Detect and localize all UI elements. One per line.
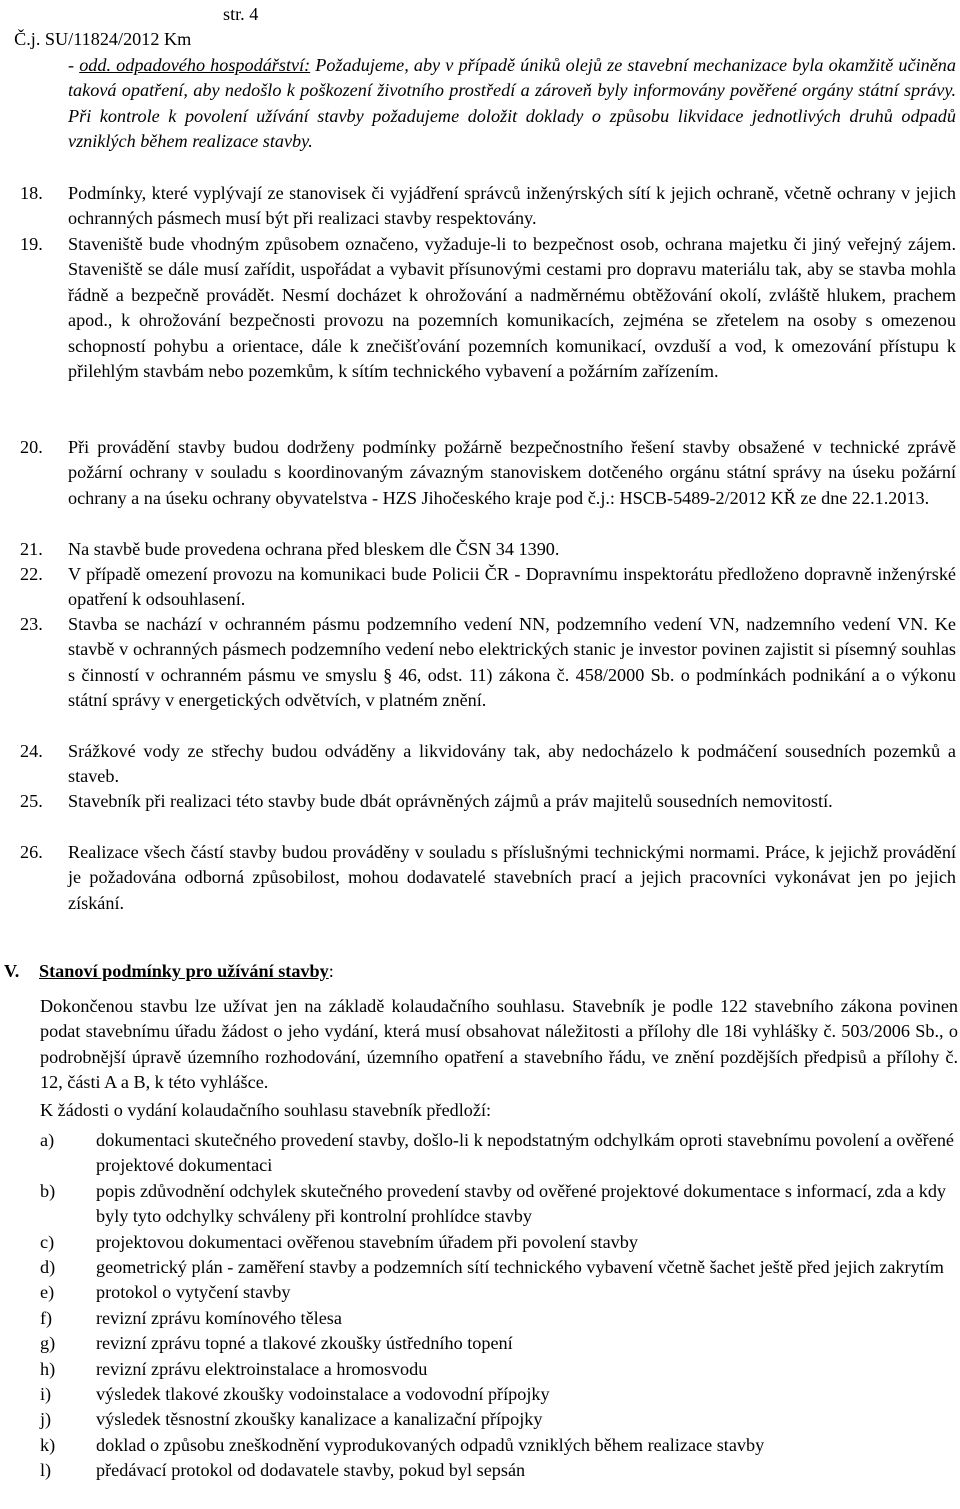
list-text: revizní zprávu komínového tělesa [96,1307,342,1328]
item-text: Při provádění stavby budou dodrženy podmínky požárně bezpečnostního řešení stavby obsažené v technické zprávě požární ochrany v souladu s koordinovaným závazným stanoviskem dotčeného orgánu státní správy na úseku požární ochrany a na úseku ochrany obyvatelstva - HZS Jihočeského kraje pod č.j.: HSCB-5489-2/2012 KŘ ze dne 22.1.2013. [68,437,956,508]
section-title [39,959,334,984]
item-text: Podmínky, které vyplývají ze stanovisek či vyjádření správců inženýrských sítí k jejich ochraně, včetně ochrany v jejich ochranných pásmech musí být při realizaci stavby respektovány. [68,183,956,229]
condition-item [20,612,956,714]
item-number: 26. [20,842,43,862]
list-text: dokumentaci skutečného provedení stavby, došlo-li k nepodstatným odchylkám oproti stavebnímu povolení a ověřené projektové dokumentaci [96,1130,954,1176]
item-number: 19. [20,234,43,254]
reference-number: Č.j. SU/11824/2012 Km [14,29,192,50]
section-number: V. [4,961,20,981]
item-text: Staveniště bude vhodným způsobem označeno, vyžaduje-li to bezpečnost osob, ochrana majetku či jiný veřejný zájem. Staveniště se dále musí zařídit, uspořádat a vybavit přísunovými cestami pro dopravu materiálu tak, aby se stavba mohla řádně a bezpečně provádět. Nesmí docházet k ohrožování a nadměrnému obtěžování okolí, zvláště hlukem, prachem apod., k ohrožování bezpečnosti provozu na pozemních komunikacích, zejména se zřetelem na osoby s omezenou schopností pohybu a orientace, dále k znečišťování pozemních komunikací, ovzduší a vod, k omezování přístupu k přilehlým stavbám nebo pozemkům, k sítím technického vybavení a požárním zařízením. [68,234,956,382]
list-text: výsledek tlakové zkoušky vodoinstalace a vodovodní přípojky [96,1384,550,1405]
usage-paragraph: Dokončenou stavbu lze užívat jen na základě kolaudačního souhlasu. Stavebník je podle 122 stavebního zákona povinen podat stavebnímu úřadu žádost o jeho vydání, která musí obsahovat náležitosti a přílohy dle 18i vyhlášky č. 503/2006 Sb., o podrobnější úpravě územního rozhodování, územního opatření a stavebního řádu, ve znění pozdějších předpisů a přílohy č. 12, části A a B, k této vyhlášce. [40,996,958,1093]
list-text: předávací protokol od dodavatele stavby, pokud byl sepsán [96,1460,526,1481]
list-label: h) [40,1358,56,1379]
item-number: 22. [20,564,43,584]
section-colon: : [328,961,334,981]
dash: - [68,55,80,75]
condition-item [20,840,956,916]
item-text: Srážkové vody ze střechy budou odváděny a likvidovány tak, aby nedocházelo k podmáčení sousedních pozemků a staveb. [68,741,956,787]
list-label: b) [40,1180,56,1201]
list-text: výsledek těsnostní zkoušky kanalizace a kanalizační přípojky [96,1409,543,1430]
waste-department-text: Požadujeme, aby v případě úniků olejů ze stavební mechanizace byla okamžitě učiněna taková opatření, aby nedošlo k poškození životního prostředí a zároveň byly informovány pověřené orgány státní správy. Při kontrole k povolení užívání stavby požadujeme doložit doklady o způsobu likvidace jednotlivých druhů odpadů vzniklých během realizace stavby. [68,55,956,152]
item-text: Realizace všech částí stavby budou prováděny v souladu s příslušnými technickými normami. Práce, k jejichž provádění je požadována odborná způsobilost, mohou dodavatelé stavebních prací a jejich pracovníci vykonávat jen po jejich získání. [68,842,956,913]
condition-item [20,537,956,562]
list-label: k) [40,1434,56,1455]
list-item [40,1331,958,1356]
item-text: Stavba se nachází v ochranném pásmu podzemního vedení NN, podzemního vedení VN, nadzemního vedení VN. Ke stavbě v ochranných pásmech podzemního vedení nebo elektrických stanic je investor povinen zajistit si písemný souhlas s činností v ochranném pásmu ve smyslu § 46, odst. 11) zákona č. 458/2000 Sb. o podmínkách podnikání a o výkonu státní správy v energetických odvětvích, v platném znění. [68,614,956,711]
item-number: 23. [20,614,43,634]
list-item [40,1458,958,1483]
list-item [40,1382,958,1407]
list-item [40,1179,958,1230]
list-label: c) [40,1231,55,1252]
list-label: d) [40,1257,56,1278]
list-label: l) [40,1460,52,1481]
list-text: revizní zprávu elektroinstalace a hromosvodu [96,1358,428,1379]
list-item [40,1230,958,1255]
list-item [40,1255,958,1280]
condition-item [20,562,956,613]
list-label: a) [40,1130,55,1150]
list-label: f) [40,1307,53,1328]
list-text: revizní zprávu topné a tlakové zkoušky ústředního topení [96,1333,513,1354]
list-item [40,1407,958,1432]
list-item [40,1128,958,1179]
list-text: popis zdůvodnění odchylek skutečného provedení stavby od ověřené projektové dokumentace s informací, zda a kdy byly tyto odchylky schváleny při kontrolní prohlídce stavby [96,1180,947,1227]
item-number: 18. [20,183,43,203]
list-item [40,1280,958,1305]
item-number: 24. [20,741,43,761]
list-text: protokol o vytyčení stavby [96,1282,291,1303]
waste-department-paragraph [68,53,956,155]
item-number: 25. [20,791,43,811]
list-label: j) [40,1409,52,1430]
section-title-text: Stanoví podmínky pro užívání stavby [39,961,329,981]
waste-department-title: odd. odpadového hospodářství: [79,55,311,75]
condition-item [20,181,956,232]
list-item [40,1357,958,1382]
condition-item [20,435,956,511]
attachments-list [40,1128,958,1484]
item-text: Stavebník při realizaci této stavby bude dbát oprávněných zájmů a práv majitelů sousedních nemovitostí. [68,791,833,811]
list-item [40,1306,958,1331]
item-text: Na stavbě bude provedena ochrana před bleskem dle ČSN 34 1390. [68,539,560,559]
list-label: g) [40,1333,56,1354]
attachments-intro: K žádosti o vydání kolaudačního souhlasu stavebník předloží: [40,1100,492,1120]
list-item [40,1433,958,1458]
list-label: e) [40,1282,55,1303]
condition-item [20,789,956,814]
item-number: 21. [20,539,43,559]
item-number: 20. [20,437,43,457]
page-number: str. 4 [223,4,259,24]
list-text: doklad o způsobu zneškodnění vyprodukovaných odpadů vzniklých během realizace stavby [96,1434,765,1455]
list-label: i) [40,1384,52,1405]
list-text: geometrický plán - zaměření stavby a podzemních sítí technického vybavení včetně šachet ještě před jejich zakrytím [96,1257,944,1278]
section-heading [4,959,334,984]
condition-item [20,232,956,384]
item-text: V případě omezení provozu na komunikaci bude Policii ČR - Dopravnímu inspektorátu předloženo dopravně inženýrské opatření k odsouhlasení. [68,564,956,610]
condition-item [20,739,956,790]
list-text: projektovou dokumentaci ověřenou stavebním úřadem při povolení stavby [96,1231,638,1252]
